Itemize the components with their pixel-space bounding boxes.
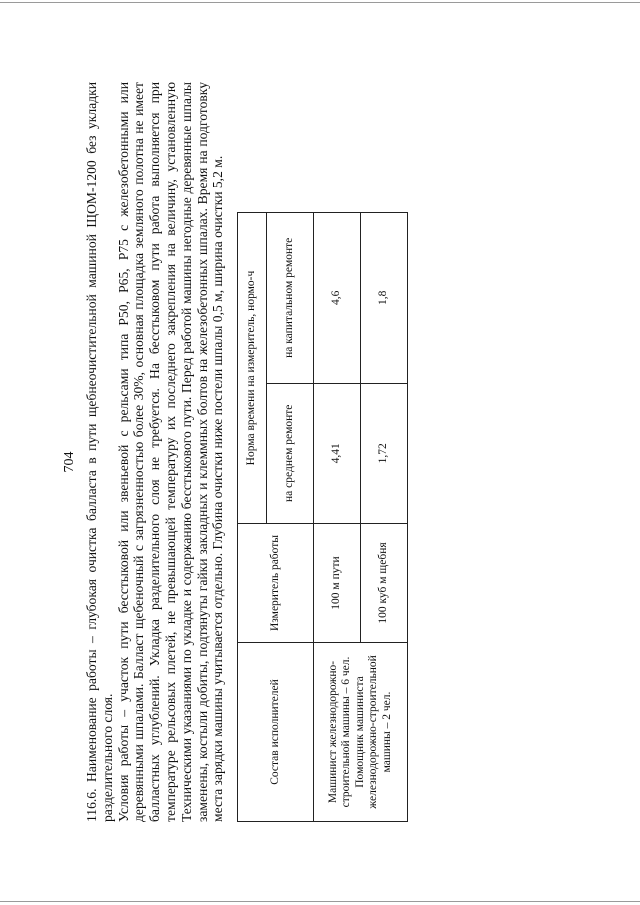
table-row xyxy=(314,213,361,822)
body-text xyxy=(84,82,226,822)
crew-assistant: Помощник машиниста железнодорожно-строительной машины – 2 чел. xyxy=(353,655,393,809)
page-number: 704 xyxy=(62,451,77,473)
header-capital-repair: на капитальном ремонте xyxy=(267,213,314,384)
rotated-page xyxy=(62,62,582,862)
capital-norm-cell: 4,6 xyxy=(314,213,361,384)
unit-cell: 100 куб м щебня xyxy=(361,524,408,643)
time-norms-table xyxy=(237,212,408,822)
table-header-row xyxy=(238,213,267,822)
scan-top-border xyxy=(0,2,640,3)
medium-norm-cell: 4,41 xyxy=(314,383,361,523)
work-conditions: Условия работы – участок пути бесстыковой или звеньевой с рельсами типа Р50, Р65, Р75 с железобетонными или деревянными шпалами. Балласт щебеночный с загрязненностью более 30%, основная площадка земляного полотна не имеет балластных углублений. Укладка разделительного слоя не требуется. На бесстыковом пути работа выполняется при температуре рельсовых плетей, не превышающей температуру их последнего закрепления на величину, установленную Техническими указаниями по укладке и содержанию бесстыкового пути. Перед работой машины негодные деревянные шпалы заменены, костыли добиты, подтянуты гайки закладных и клеммных болтов на железобетонных шпалах. Время на подготовку места зарядки машины учитывается отдельно. Глубина очистки ниже постели шпалы 0,5 м, ширина очистки 5,2 м. xyxy=(115,82,226,822)
capital-norm-cell: 1,8 xyxy=(361,213,408,384)
header-medium-repair: на среднем ремонте xyxy=(267,383,314,523)
unit-cell: 100 м пути xyxy=(314,524,361,643)
header-unit: Измеритель работы xyxy=(238,524,314,643)
scan-bottom-border xyxy=(0,901,640,902)
crew-machinist: Машинист железнодорожно-строительной машины – 6 чел. xyxy=(326,656,353,808)
crew-cell xyxy=(314,643,408,822)
medium-norm-cell: 1,72 xyxy=(361,383,408,523)
header-norm-group: Норма времени на измеритель, нормо-ч xyxy=(238,213,267,524)
work-title: 116.6. Наименование работы – глубокая очистка балласта в пути щебнеочистительной машиной ЩОМ-1200 без укладки разделительного слоя. xyxy=(84,82,115,822)
header-composition: Состав исполнителей xyxy=(238,643,314,822)
